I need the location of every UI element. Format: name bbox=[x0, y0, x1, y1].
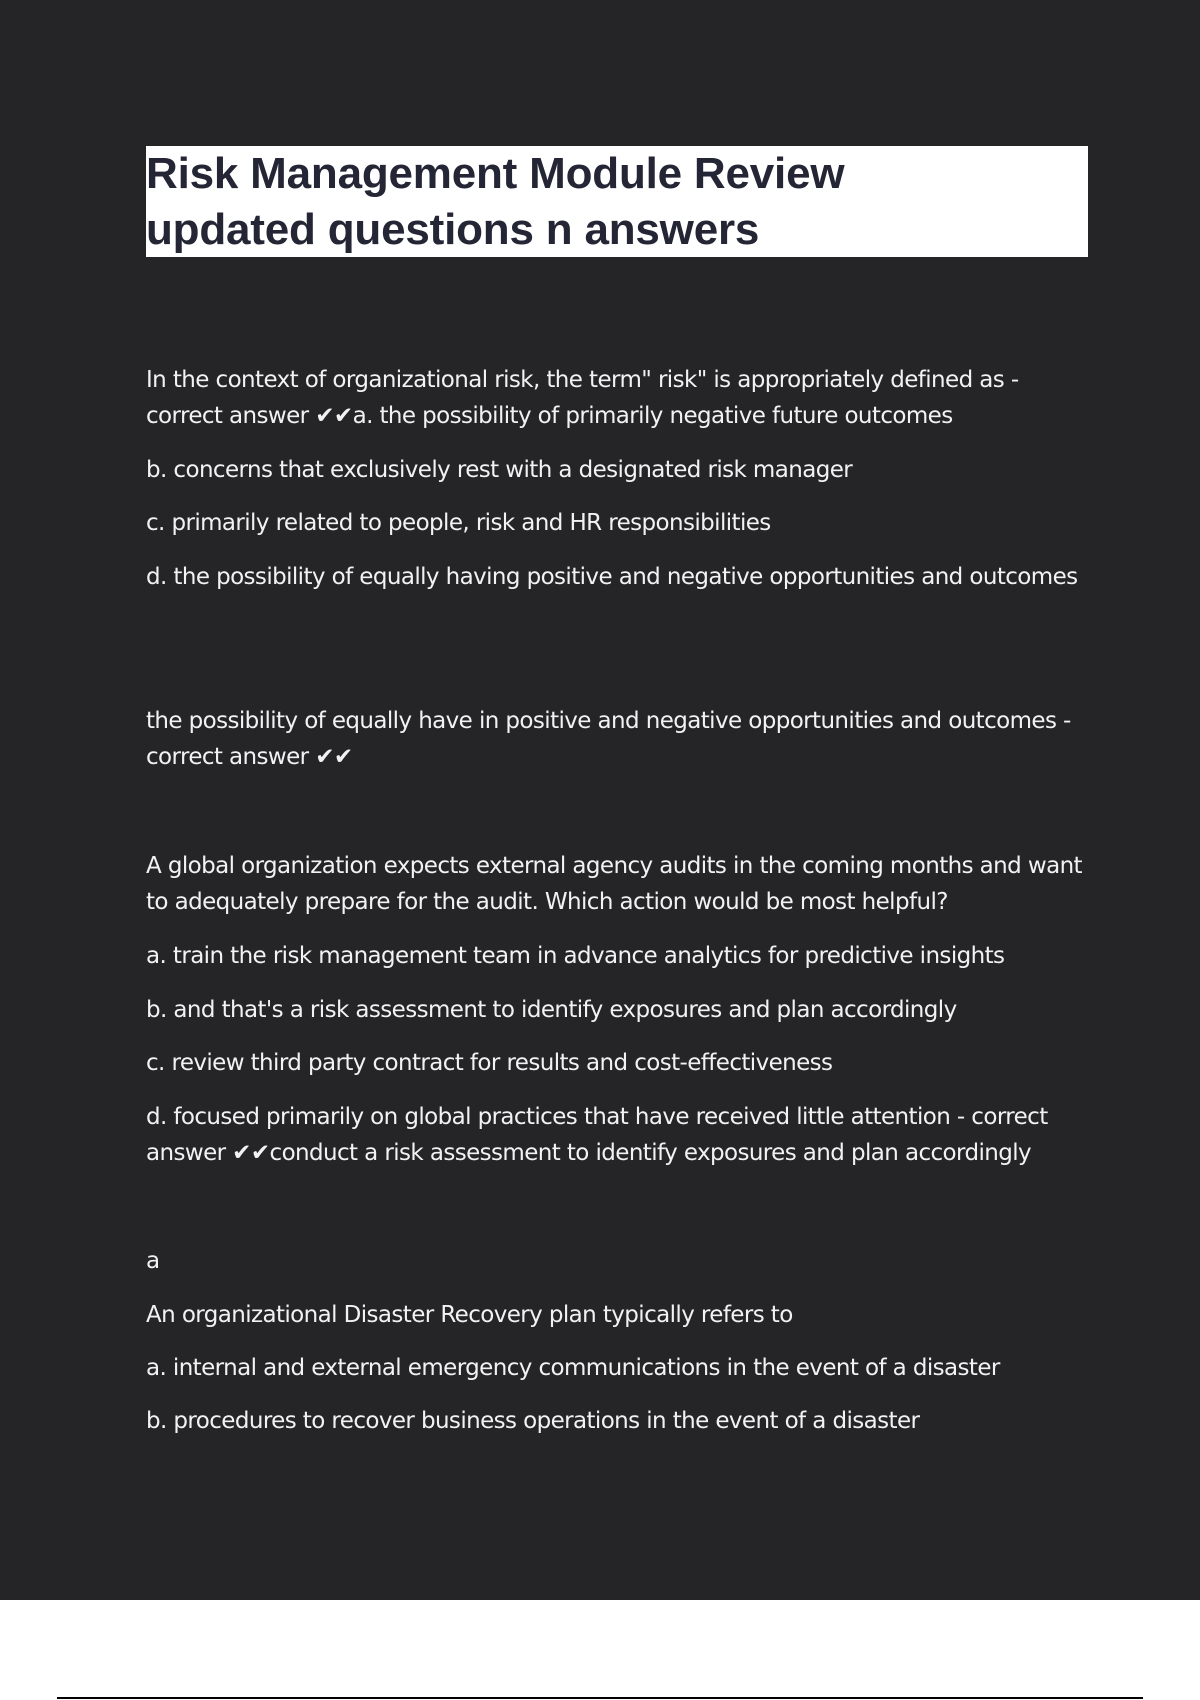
title-box bbox=[146, 146, 1088, 257]
question-3-option-d: d. focused primarily on global practices that have received little attention - correct answer ✔✔conduct a risk assessment to identify exposures and plan accordingly bbox=[146, 1104, 1048, 1166]
question-3-option-b: b. and that's a risk assessment to identify exposures and plan accordingly bbox=[146, 997, 957, 1023]
question-1-option-c: c. primarily related to people, risk and HR responsibilities bbox=[146, 510, 771, 536]
question-2-text: the possibility of equally have in positive and negative opportunities and outcomes - correct answer ✔✔ bbox=[146, 708, 1071, 770]
question-3-answer: a bbox=[146, 1248, 160, 1274]
question-1-text: In the context of organizational risk, the term" risk" is appropriately defined as - correct answer ✔✔a. the possibility of primarily negative future outcomes bbox=[146, 367, 1019, 429]
title-line-2: updated questions n answers bbox=[146, 205, 760, 254]
question-4-text: An organizational Disaster Recovery plan typically refers to bbox=[146, 1302, 793, 1328]
question-4-option-a: a. internal and external emergency communications in the event of a disaster bbox=[146, 1355, 1000, 1381]
document-title bbox=[146, 146, 1088, 258]
question-3-option-a: a. train the risk management team in advance analytics for predictive insights bbox=[146, 943, 1005, 969]
footer-divider bbox=[57, 1697, 1143, 1699]
question-3-option-c: c. review third party contract for results and cost-effectiveness bbox=[146, 1050, 833, 1076]
question-4-option-b: b. procedures to recover business operations in the event of a disaster bbox=[146, 1408, 920, 1434]
question-1-option-b: b. concerns that exclusively rest with a designated risk manager bbox=[146, 457, 853, 483]
title-line-1: Risk Management Module Review bbox=[146, 149, 845, 198]
question-3-text: A global organization expects external agency audits in the coming months and want to adequately prepare for the audit. Which action would be most helpful? bbox=[146, 853, 1082, 915]
question-1-option-d: d. the possibility of equally having positive and negative opportunities and outcomes bbox=[146, 564, 1078, 590]
